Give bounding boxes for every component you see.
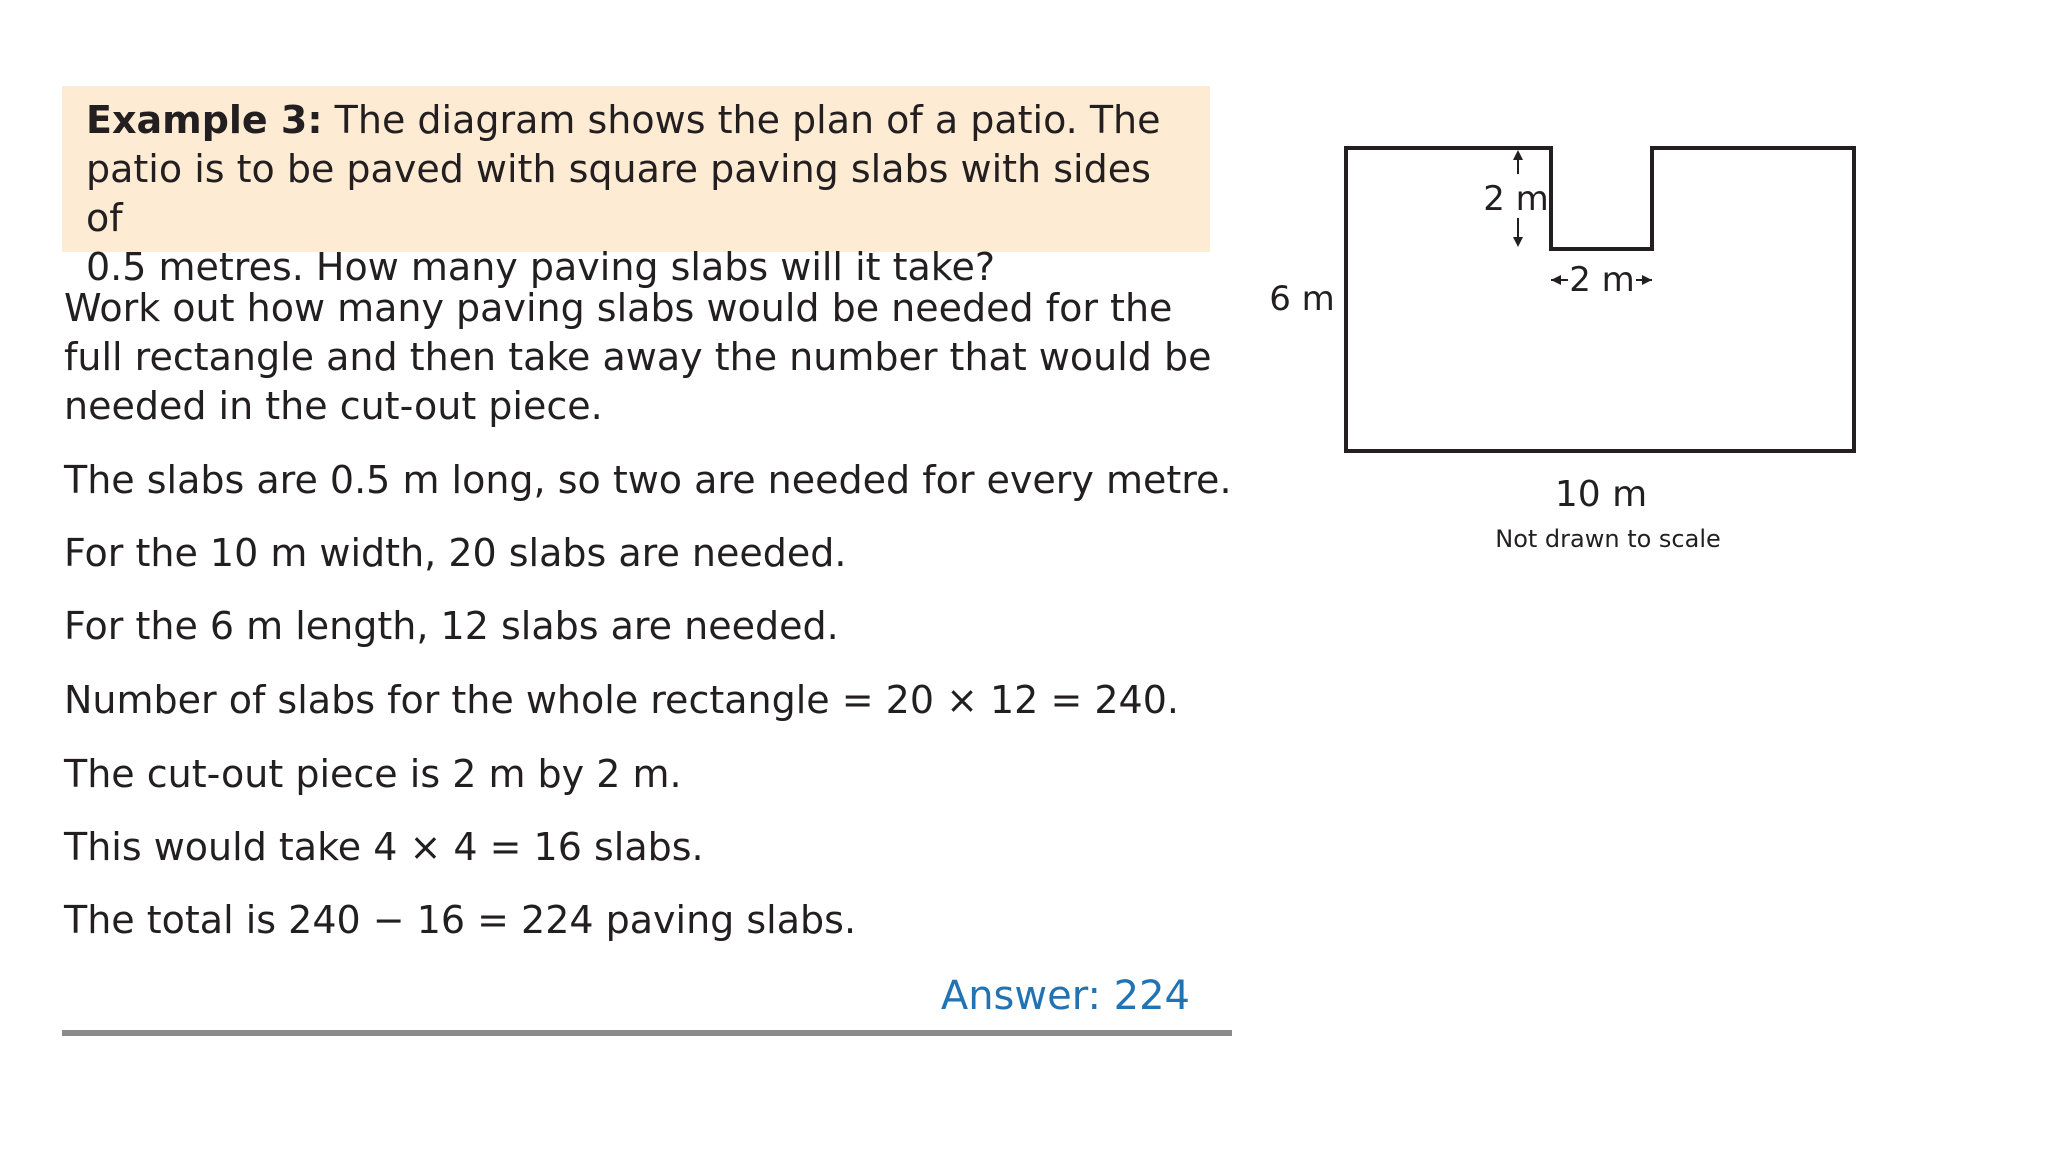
intro-line-1: Work out how many paving slabs would be needed for the — [64, 286, 1173, 330]
patio-plan-diagram — [1260, 130, 1920, 570]
not-to-scale-note: Not drawn to scale — [1495, 525, 1721, 553]
solution-step-3: For the 6 m length, 12 slabs are needed. — [64, 604, 839, 648]
cutout-width-label: 2 m — [1569, 260, 1635, 300]
cutout-depth-label: 2 m — [1483, 179, 1549, 219]
example-question-line-1: The diagram shows the plan of a patio. The — [322, 98, 1161, 142]
example-box — [62, 86, 1210, 289]
solution-step-4: Number of slabs for the whole rectangle = 20 × 12 = 240. — [64, 678, 1179, 722]
solution-step-1: The slabs are 0.5 m long, so two are needed for every metre. — [64, 458, 1232, 502]
example-question-line-2: patio is to be paved with square paving slabs with sides of — [86, 147, 1151, 240]
cutout-depth-arrow-bottom — [1513, 237, 1523, 247]
example-label: Example 3: — [86, 98, 323, 142]
intro-line-3: needed in the cut-out piece. — [64, 384, 603, 428]
divider-rule — [62, 1030, 1232, 1036]
cutout-depth-arrow-top — [1513, 150, 1523, 160]
intro-paragraph — [64, 284, 1211, 431]
solution-step-5: The cut-out piece is 2 m by 2 m. — [64, 752, 682, 796]
solution-step-7: The total is 240 − 16 = 224 paving slabs. — [64, 898, 857, 942]
solution-step-2: For the 10 m width, 20 slabs are needed. — [64, 531, 847, 575]
cutout-width-arrow-right — [1642, 275, 1652, 285]
height-label: 6 m — [1269, 279, 1335, 319]
cutout-width-arrow-left — [1551, 275, 1561, 285]
answer-text: Answer: 224 — [940, 973, 1190, 1019]
intro-line-2: full rectangle and then take away the number that would be — [64, 335, 1212, 379]
solution-step-6: This would take 4 × 4 = 16 slabs. — [64, 825, 704, 869]
example-question-line-3: 0.5 metres. How many paving slabs will it take? — [86, 245, 995, 289]
width-label: 10 m — [1554, 474, 1648, 515]
